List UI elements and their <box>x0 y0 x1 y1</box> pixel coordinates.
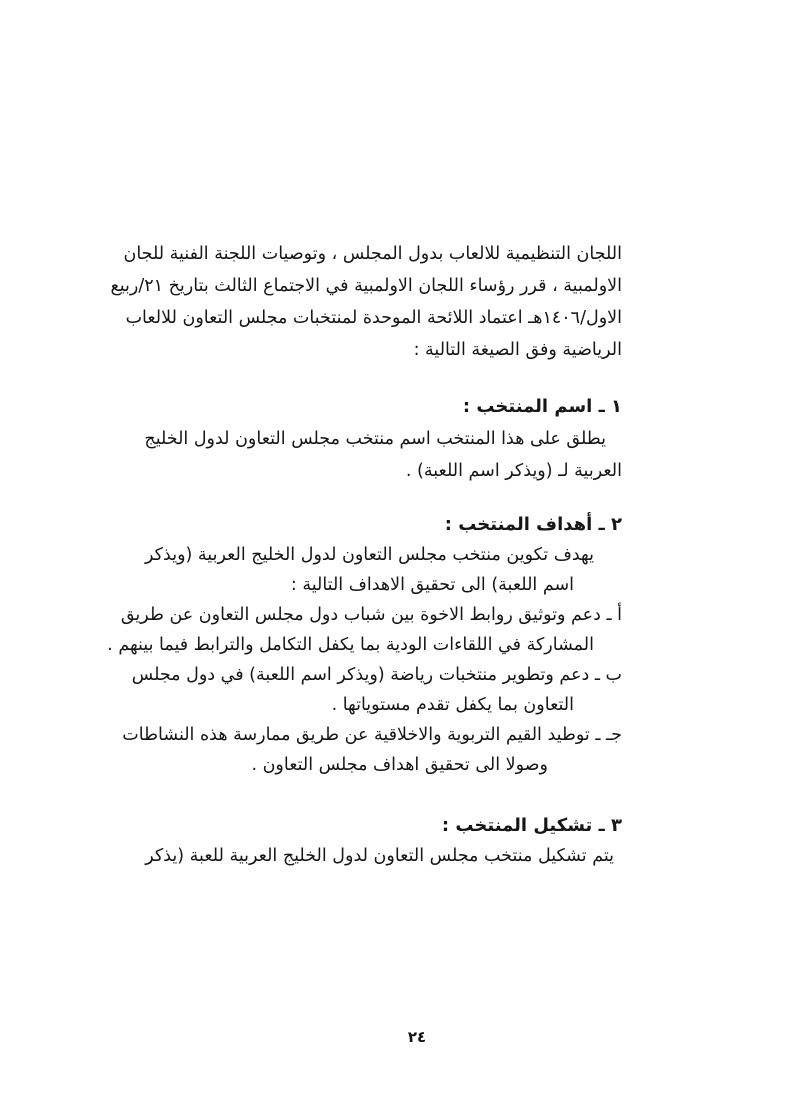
list-item-c-line: وصولا الى تحقيق اهداف مجلس التعاون . <box>251 755 548 775</box>
intro-line: الرياضية وفق الصيغة التالية : <box>413 340 622 360</box>
intro-paragraph <box>110 238 622 366</box>
section-team-formation <box>145 810 622 872</box>
section-heading: ٣ ـ تشكيل المنتخب : <box>441 815 622 836</box>
list-item-a-line: المشاركة في اللقاءات الودية بما يكفل التكامل والترابط فيما بينهم . <box>107 635 594 655</box>
intro-line: الاول/١٤٠٦هـ اعتماد اللائحة الموحدة لمنتخبات مجلس التعاون للالعاب <box>125 308 622 328</box>
intro-line: الاولمبية ، قرر رؤساء اللجان الاولمبية في الاجتماع الثالث بتاريخ ٢١/ربيع <box>110 276 622 296</box>
body-line: يهدف تكوين منتخب مجلس التعاون لدول الخليج العربية (ويذكر <box>145 545 594 565</box>
section-heading: ٢ ـ أهداف المنتخب : <box>444 514 622 535</box>
page-number: ٢٤ <box>407 1028 427 1046</box>
section-team-objectives <box>107 510 622 780</box>
body-line: يطلق على هذا المنتخب اسم منتخب مجلس التعاون لدول الخليج <box>144 429 606 449</box>
list-item-b-line: ب ـ دعم وتطوير منتخبات رياضة (ويذكر اسم اللعبة) في دول مجلس <box>131 665 622 685</box>
body-line: العربية لـ (ويذكر اسم اللعبة) . <box>405 461 622 481</box>
section-heading: ١ ـ اسم المنتخب : <box>462 396 622 417</box>
body-line: يتم تشكيل منتخب مجلس التعاون لدول الخليج العربية للعبة (يذكر <box>145 846 614 866</box>
section-team-name <box>144 391 622 487</box>
list-item-c-line: جـ ـ توطيد القيم التربوية والاخلاقية عن طريق ممارسة هذه النشاطات <box>122 725 622 745</box>
list-item-a-line: أ ـ دعم وتوثيق روابط الاخوة بين شباب دول مجلس التعاون عن طريق <box>120 605 622 625</box>
body-line: اسم اللعبة) الى تحقيق الاهداف التالية : <box>290 575 574 595</box>
list-item-b-line: التعاون بما يكفل تقدم مستوياتها . <box>331 695 574 715</box>
intro-line: اللجان التنظيمية للالعاب بدول المجلس ، وتوصيات اللجنة الفنية للجان <box>123 244 622 264</box>
